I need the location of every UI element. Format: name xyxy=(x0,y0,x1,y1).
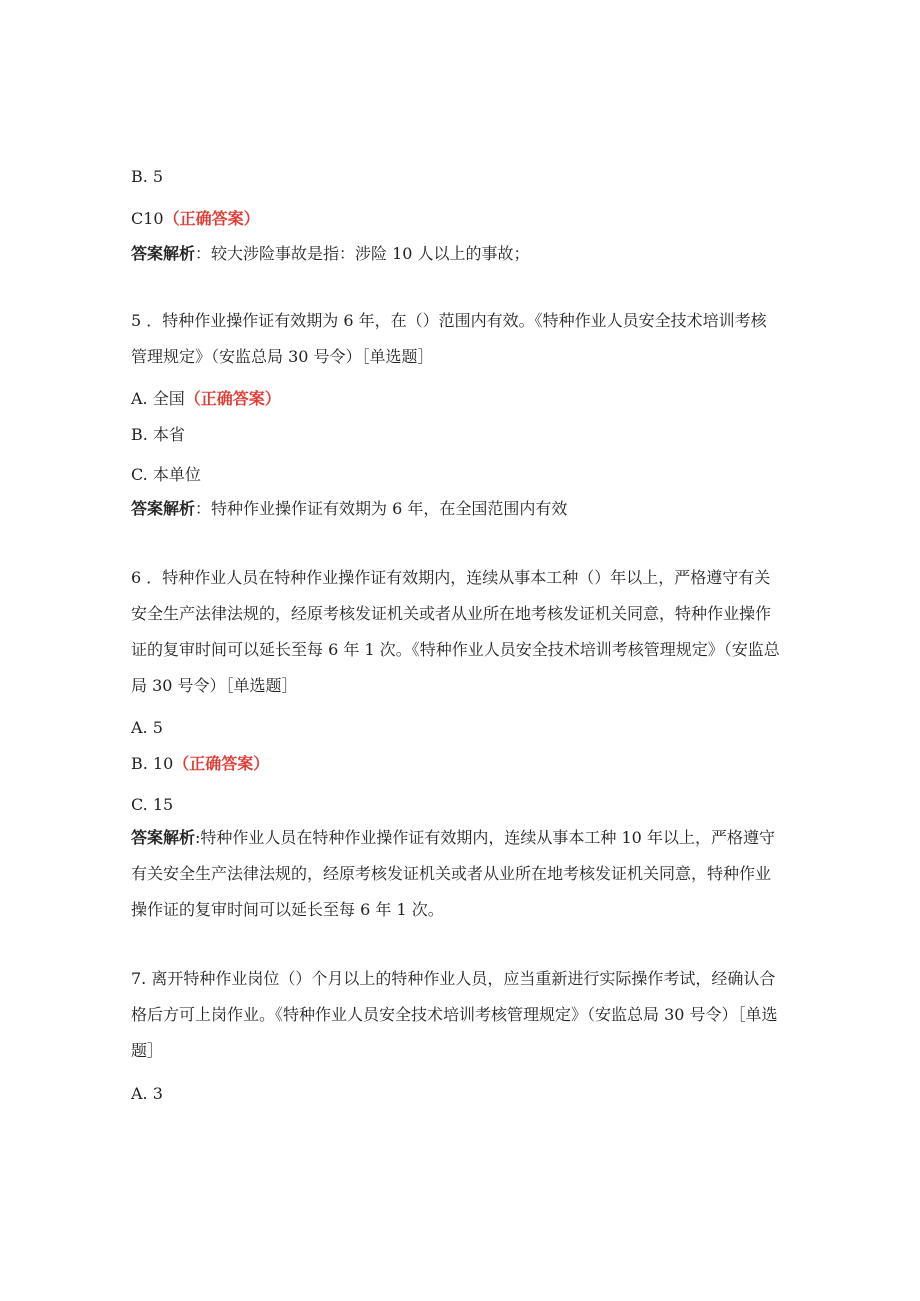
q4-analysis xyxy=(131,244,530,264)
q5-analysis xyxy=(131,499,567,519)
q6-option-b xyxy=(131,754,269,774)
q5-option-a xyxy=(131,389,281,409)
q5-option-c: C. 本单位 xyxy=(131,465,201,484)
q4-option-b: B. 5 xyxy=(131,167,164,186)
q4-option-c xyxy=(131,209,260,229)
analysis-text: :特种作业人员在特种作业操作证有效期内，连续从事本工种 10 年以上，严格遵守有关安全生产法律法规的，经原考核发证机关或者从业所在地考核发证机关同意，特种作业操作证的复审时间可以延长至每 6 年 1 次。 xyxy=(131,828,775,919)
q5-option-a-text: A. 全国 xyxy=(131,389,185,408)
analysis-label: 答案解析 xyxy=(131,499,196,518)
q7-question: 7. 离开特种作业岗位（）个月以上的特种作业人员，应当重新进行实际操作考试，经确认合格后方可上岗作业。《特种作业人员安全技术培训考核管理规定》（安监总局 30 号令）［单选题］ xyxy=(131,969,778,1060)
q6-analysis xyxy=(131,820,781,928)
analysis-text: ：特种作业操作证有效期为 6 年，在全国范围内有效 xyxy=(195,499,568,518)
q7-option-a: A. 3 xyxy=(131,1084,163,1103)
q6-question: 6 ．特种作业人员在特种作业操作证有效期内，连续从事本工种（）年以上，严格遵守有关安全生产法律法规的，经原考核发证机关或者从业所在地考核发证机关同意，特种作业操作证的复审时间可以延长至每 6 年 1 次。《特种作业人员安全技术培训考核管理规定》（安监总局 30 号令）［单选题］ xyxy=(131,568,780,695)
analysis-label: 答案解析 xyxy=(131,828,196,847)
correct-answer-mark: （正确答案） xyxy=(184,389,281,408)
analysis-label: 答案解析 xyxy=(131,244,196,263)
correct-answer-mark: （正确答案） xyxy=(173,754,270,773)
q6-option-a: A. 5 xyxy=(131,718,163,737)
q5-question: 5 ．特种作业操作证有效期为 6 年，在（）范围内有效。《特种作业人员安全技术培训考核管理规定》（安监总局 30 号令）［单选题］ xyxy=(131,311,767,366)
q4-option-c-text: C10 xyxy=(131,209,164,228)
q6-option-c: C. 15 xyxy=(131,795,174,814)
analysis-text: ：较大涉险事故是指：涉险 10 人以上的事故； xyxy=(195,244,530,263)
q5-option-b: B. 本省 xyxy=(131,425,185,444)
correct-answer-mark: （正确答案） xyxy=(163,209,260,228)
q6-option-b-text: B. 10 xyxy=(131,754,174,773)
